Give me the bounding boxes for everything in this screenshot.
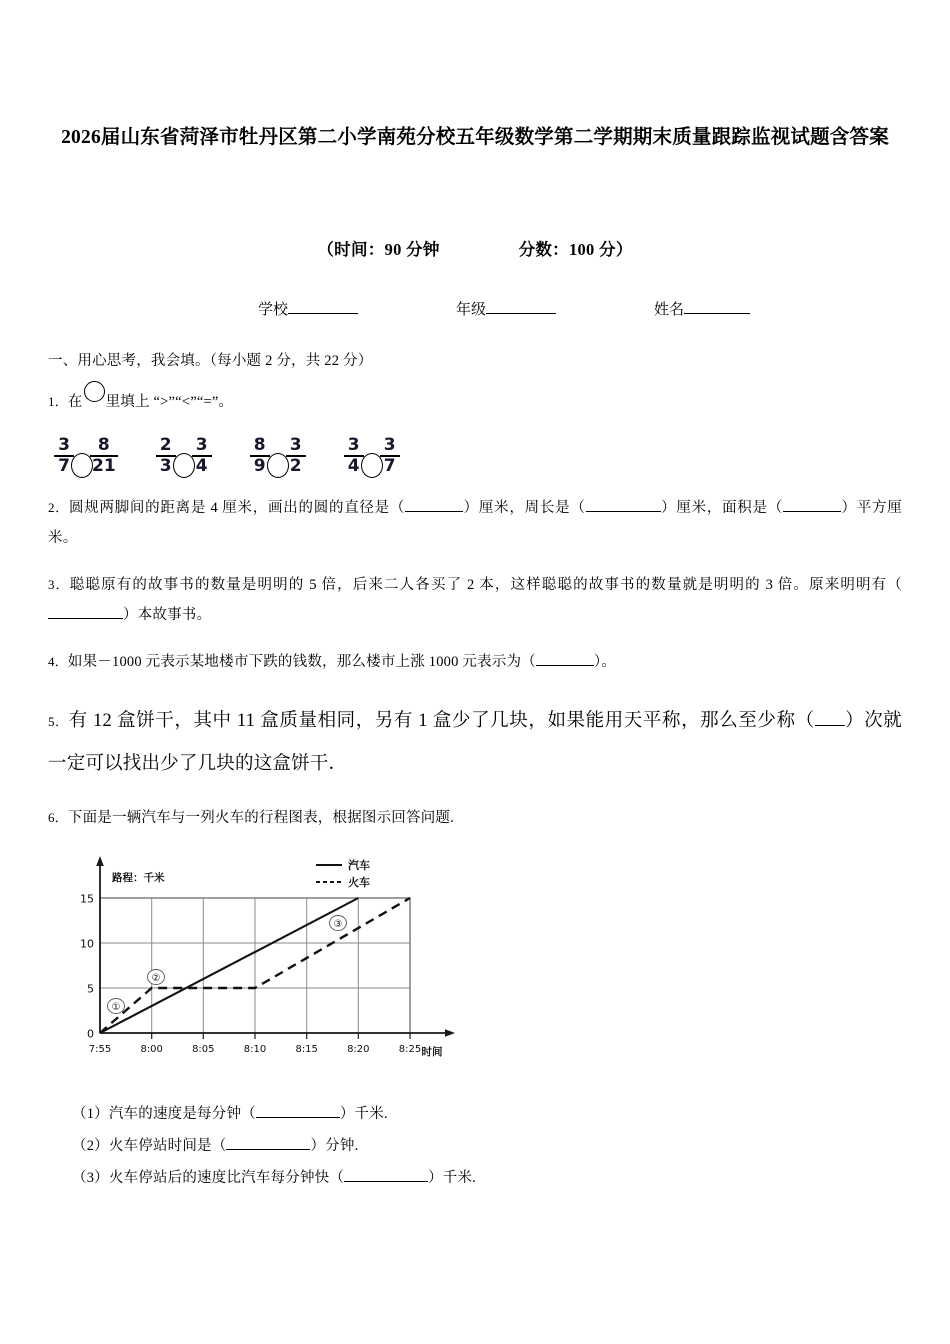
fraction-comparison-2 <box>156 437 212 476</box>
denominator: 3 <box>159 456 172 477</box>
question-5-number: 5． <box>48 713 69 729</box>
question-3 <box>48 570 902 630</box>
x-axis-arrow <box>445 1029 455 1037</box>
comparison-circle-1[interactable] <box>71 453 93 478</box>
y-axis-label: 路程：千米 <box>112 871 165 884</box>
comparison-circle-2[interactable] <box>173 453 195 478</box>
student-field-school <box>258 298 358 319</box>
grade-blank[interactable] <box>486 299 556 314</box>
question-1-text-after: 里填上 “>”“<”“=”。 <box>105 394 234 410</box>
question-4-number: 4． <box>48 653 68 669</box>
question-5-blank-1[interactable] <box>815 708 845 726</box>
numerator: 3 <box>347 435 360 455</box>
annotation-1 <box>108 998 125 1013</box>
question-4 <box>48 647 902 677</box>
question-4-part-2: ）。 <box>593 653 617 670</box>
sub-question-3-blank[interactable] <box>344 1167 428 1181</box>
exam-score-label: 分数：100 分） <box>518 240 633 259</box>
student-field-grade <box>456 298 556 319</box>
fraction-comparison-3 <box>250 437 306 476</box>
sub-question-1-blank[interactable] <box>256 1103 340 1117</box>
x-tick-label-6: 8:25 <box>398 1043 422 1055</box>
fraction-right-2 <box>192 437 212 476</box>
sub-question-2-after: ）分钟. <box>310 1137 359 1154</box>
sub-question-3 <box>72 1162 902 1194</box>
x-tick-label-2: 8:05 <box>192 1043 215 1055</box>
x-tick-label-3: 8:10 <box>243 1043 267 1055</box>
numerator: 3 <box>383 435 396 455</box>
exam-meta-line <box>48 236 902 260</box>
question-1-number: 1． <box>48 394 68 409</box>
question-2 <box>48 493 902 553</box>
x-axis-label: 时间 <box>421 1045 443 1058</box>
fraction-left-3 <box>250 437 270 476</box>
sub-question-1-before: 汽车的速度是每分钟（ <box>108 1105 256 1122</box>
sub-question-1-number: （1） <box>72 1105 109 1122</box>
name-label: 姓名 <box>654 302 685 318</box>
y-tick-label-10: 10 <box>80 937 94 951</box>
sub-question-3-after: ）千米. <box>428 1169 476 1186</box>
question-1 <box>48 387 902 417</box>
question-1-text-before: 在 <box>67 394 83 410</box>
question-2-blank-3[interactable] <box>783 497 841 511</box>
question-3-blank-1[interactable] <box>48 604 123 618</box>
legend-label-train: 火车 <box>348 875 370 889</box>
annotation-2-label: ② <box>151 972 161 984</box>
question-6-number: 6． <box>48 809 68 825</box>
sub-question-3-before: 火车停站后的速度比汽车每分钟快（ <box>108 1169 345 1186</box>
fraction-left-4 <box>344 437 364 476</box>
question-2-part-4: ）平方厘米。 <box>48 499 902 546</box>
sub-question-2-before: 火车停站时间是（ <box>108 1137 227 1154</box>
fraction-left-2 <box>156 437 176 476</box>
fraction-comparison-4 <box>344 437 400 476</box>
annotation-3-label: ③ <box>333 918 343 930</box>
sub-question-2-number: （2） <box>72 1137 109 1154</box>
fraction-right-4 <box>380 437 400 476</box>
question-2-part-2: ）厘米，周长是（ <box>463 499 586 516</box>
student-info-row <box>48 298 902 319</box>
denominator: 9 <box>253 456 266 477</box>
x-tick-label-1: 8:00 <box>140 1043 163 1055</box>
sub-question-1-after: ）千米. <box>339 1105 388 1122</box>
question-3-part-1: 聪聪原有的故事书的数量是明明的 5 倍，后来二人各买了 2 本，这样聪聪的故事书的数量就是明明的 3 倍。原来明明有（ <box>69 576 903 593</box>
question-4-blank-1[interactable] <box>536 651 594 665</box>
question-6-sub-questions <box>48 1098 902 1194</box>
sub-question-2-blank[interactable] <box>226 1135 310 1149</box>
fraction-comparison-row <box>48 437 902 476</box>
comparison-circle-4[interactable] <box>361 453 383 478</box>
comparison-circle-3[interactable] <box>267 453 289 478</box>
y-tick-label-0: 0 <box>87 1027 94 1041</box>
y-tick-label-15: 15 <box>80 892 94 906</box>
sub-question-3-number: （3） <box>72 1169 109 1186</box>
numerator: 3 <box>289 435 302 455</box>
fraction-comparison-1 <box>54 437 118 476</box>
chart-legend <box>316 858 370 889</box>
question-3-number: 3． <box>48 576 70 592</box>
question-2-part-1: 圆规两脚间的距离是 4 厘米，画出的圆的直径是（ <box>68 499 406 516</box>
numerator: 3 <box>58 435 70 455</box>
legend-label-car: 汽车 <box>348 858 370 872</box>
circle-placeholder-icon <box>84 381 105 402</box>
name-blank[interactable] <box>684 299 750 314</box>
annotation-2 <box>148 969 165 984</box>
denominator: 2 <box>289 456 302 477</box>
question-5 <box>48 700 902 786</box>
question-4-part-1: 如果－1000 元表示某地楼市下跌的钱数，那么楼市上涨 1000 元表示为（ <box>67 653 536 670</box>
question-5-part-2: ）次就一定可以找出少了几块的这盒饼干． <box>48 710 902 774</box>
question-6 <box>48 803 902 833</box>
numerator: 8 <box>253 435 266 455</box>
x-tick-label-0: 7:55 <box>88 1043 112 1055</box>
denominator: 21 <box>92 456 116 477</box>
y-tick-label-5: 5 <box>87 982 94 996</box>
exam-time-label: （时间：90 分钟 <box>317 240 440 259</box>
denominator: 4 <box>195 456 208 477</box>
school-blank[interactable] <box>288 299 358 314</box>
denominator: 7 <box>58 456 70 477</box>
numerator: 8 <box>97 435 110 455</box>
fraction-right-1 <box>90 437 118 476</box>
denominator: 7 <box>383 456 396 477</box>
question-2-blank-1[interactable] <box>405 497 463 511</box>
numerator: 2 <box>159 435 172 455</box>
sub-question-2 <box>72 1130 902 1162</box>
sub-question-1 <box>72 1098 902 1130</box>
question-2-blank-2[interactable] <box>586 497 661 511</box>
question-2-part-3: ）厘米，面积是（ <box>660 499 784 516</box>
annotation-1-label: ① <box>111 1001 121 1013</box>
travel-graph-svg <box>70 843 470 1068</box>
y-axis-arrow <box>96 856 104 866</box>
x-tick-label-4: 8:15 <box>295 1043 318 1055</box>
fraction-right-3 <box>286 437 306 476</box>
school-label: 学校 <box>258 302 289 318</box>
page-title: 2026届山东省菏泽市牡丹区第二小学南苑分校五年级数学第二学期期末质量跟踪监视试题含答案 <box>61 127 889 148</box>
x-tick-label-5: 8:20 <box>347 1043 370 1055</box>
travel-graph-figure <box>48 843 902 1068</box>
annotation-3 <box>330 915 347 930</box>
section-one-heading: 一、用心思考，我会填。（每小题 2 分，共 22 分） <box>48 353 373 369</box>
series-line-car <box>100 898 358 1033</box>
denominator: 4 <box>347 456 360 477</box>
question-3-part-2: ）本故事书。 <box>123 606 212 623</box>
question-6-text: 下面是一辆汽车与一列火车的行程图表，根据图示回答问题. <box>67 809 454 826</box>
grade-label: 年级 <box>456 302 487 318</box>
question-2-number: 2． <box>48 499 69 515</box>
question-5-part-1: 有 12 盒饼干，其中 11 盒质量相同，另有 1 盒少了几块，如果能用天平称，那么至少称（ <box>68 710 815 731</box>
student-field-name <box>654 298 750 319</box>
numerator: 3 <box>195 435 208 455</box>
